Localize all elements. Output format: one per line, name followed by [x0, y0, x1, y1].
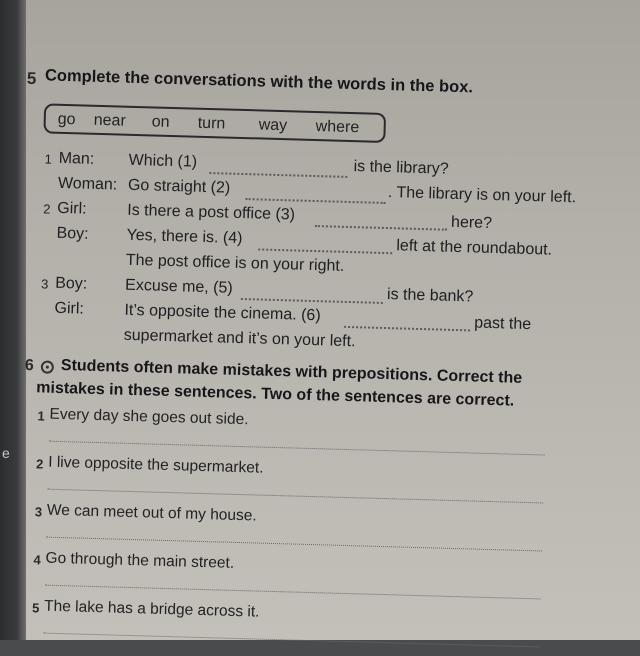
dialogue-line: It’s opposite the cinema. (6): [124, 301, 321, 325]
speaker-label: Girl:: [54, 299, 85, 318]
dialogue-line-end: here?: [450, 213, 493, 232]
dialogue-line-end: is the bank?: [386, 286, 474, 306]
sentence-5-number: 5: [31, 600, 40, 616]
common-mistakes-icon: [41, 360, 54, 373]
speaker-label: Woman:: [57, 174, 118, 194]
dialogue-line-end: left at the roundabout.: [396, 237, 553, 259]
answer-line-4: [45, 585, 541, 600]
sentence-3-number: 3: [34, 504, 43, 520]
sentence-1: Every day she goes out side.: [49, 405, 249, 429]
word-turn: turn: [197, 114, 226, 133]
exercise-sheet: [9, 0, 640, 656]
speaker-label: Girl:: [57, 199, 87, 218]
exercise-5-title: Complete the conversations with the words in the box.: [44, 66, 474, 97]
sentence-2-number: 2: [35, 456, 44, 472]
margin-letter: e: [2, 445, 10, 461]
word-near: near: [93, 111, 127, 130]
dialogue-line: supermarket and it’s on your left.: [123, 326, 356, 351]
speaker-label: Boy:: [54, 274, 88, 293]
speaker-label: Boy:: [56, 224, 89, 243]
sentence-3: We can meet out of my house.: [46, 501, 257, 525]
dialogue-line: Go straight (2): [127, 176, 231, 197]
blank-1: [209, 172, 347, 178]
word-box: [43, 103, 386, 143]
sentence-4: Go through the main street.: [45, 549, 235, 572]
exercise-6-instruction-line-1: Students often make mistakes with prepositions. Correct the: [60, 356, 523, 387]
dialogue-line-end: is the library?: [353, 158, 449, 178]
answer-line-2: [47, 489, 543, 504]
conversation-2-number: 2: [43, 201, 51, 217]
exercise-6-number: 6: [24, 356, 35, 375]
exercise-6-instruction-line-2: mistakes in these sentences. Two of the sentences are correct.: [36, 379, 515, 410]
word-on: on: [151, 113, 170, 131]
sentence-2: I live opposite the supermarket.: [47, 453, 264, 477]
conversation-3-number: 3: [40, 276, 49, 292]
dialogue-line: Excuse me, (5): [124, 276, 233, 297]
blank-3: [315, 225, 447, 231]
dialogue-line: Which (1): [128, 151, 198, 171]
word-go: go: [57, 110, 76, 129]
answer-line-3: [46, 537, 542, 552]
workbook-page: [26, 0, 640, 640]
blank-5: [241, 298, 383, 304]
word-where: where: [315, 118, 360, 137]
dialogue-line: The post office is on your right.: [125, 251, 345, 275]
blank-4: [258, 248, 392, 254]
exercise-5-number: 5: [26, 68, 37, 89]
blank-6: [344, 326, 470, 332]
dialogue-line-end: . The library is on your left.: [387, 184, 577, 207]
sentence-5: The lake has a bridge across it.: [43, 597, 260, 621]
dialogue-line: Is there a post office (3): [127, 201, 296, 224]
answer-line-5: [43, 633, 539, 648]
speaker-label: Man:: [58, 149, 95, 168]
dialogue-line-end: past the: [474, 314, 532, 334]
answer-line-1: [49, 441, 545, 456]
sentence-4-number: 4: [33, 552, 41, 568]
dialogue-line: Yes, there is. (4): [126, 226, 243, 248]
word-way: way: [258, 116, 288, 135]
conversation-1-number: 1: [44, 151, 53, 167]
sentence-1-number: 1: [37, 408, 45, 424]
blank-2: [246, 198, 386, 204]
